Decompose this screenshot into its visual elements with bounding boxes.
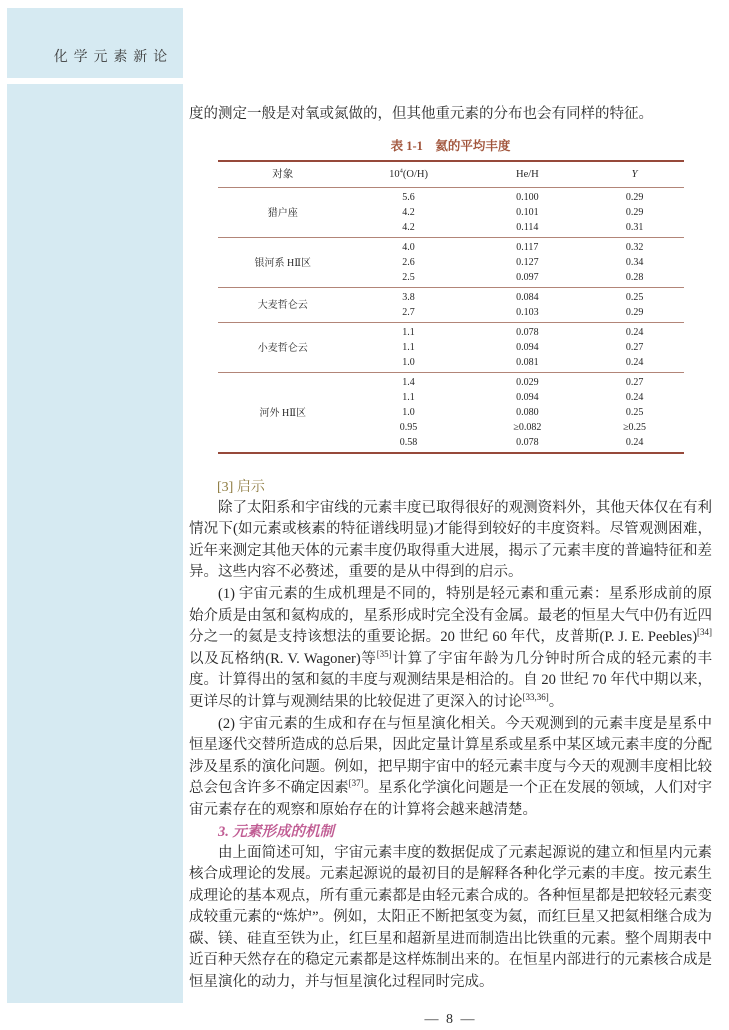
table-caption: 表 1-1 氦的平均丰度 [390,138,511,153]
value-cell: 4.2 [402,221,415,233]
value-cell: 0.24 [625,356,644,368]
insight-heading: [3] 启示 [217,479,265,495]
table-header [218,161,684,188]
value-cell: 0.58 [399,436,418,448]
value-cell: 0.094 [516,391,539,403]
citation-superscript: [34] [697,627,712,638]
table-row [218,372,684,390]
value-cell: 0.29 [625,191,644,203]
value-cell: 4.0 [402,241,415,253]
value-cell: 0.114 [516,221,539,233]
value-cell: 4.2 [402,206,415,218]
value-cell: 1.1 [402,391,415,403]
citation-superscript: 4 [399,167,403,175]
page-content [189,104,712,1030]
value-cell: 0.34 [625,256,644,268]
value-cell: 0.25 [625,291,644,303]
value-cell: 0.100 [516,191,539,203]
table-group [218,237,684,287]
value-cell: 1.0 [402,406,415,418]
object-cell: 猎户座 [267,207,298,219]
value-cell: 0.103 [516,306,539,318]
value-cell: 0.029 [516,376,539,388]
value-cell: 1.1 [402,326,415,338]
value-cell: 0.097 [516,271,539,283]
value-cell: 1.1 [402,341,415,353]
table-row [218,322,684,340]
value-cell: 0.078 [516,436,539,448]
value-cell: 2.6 [402,256,415,268]
value-cell: 0.101 [516,206,539,218]
column-header-oh: $10^4(O/H)$ [389,167,428,180]
value-cell: 0.084 [516,291,539,303]
value-cell: 0.95 [399,421,418,433]
value-cell: 3.8 [402,291,415,303]
table-header-row [218,161,684,188]
page-number: — 8 — [424,1011,477,1027]
value-cell: 1.0 [402,356,415,368]
value-cell: 0.29 [625,206,644,218]
book-title: 化学元素新论 [53,48,173,64]
table-group [218,187,684,237]
table-row [218,237,684,255]
value-cell: 0.27 [625,341,644,353]
value-cell: 0.32 [625,241,644,253]
helium-table [218,160,684,454]
sidebar-body-block [7,84,183,1003]
value-cell: 2.5 [402,271,415,283]
value-cell: 0.24 [625,436,644,448]
object-cell: 河外 HⅡ区 [259,407,306,419]
citation-superscript: [35] [376,648,392,659]
column-header-y: Y [631,168,638,180]
value-cell: 0.117 [516,241,539,253]
value-cell: 0.24 [625,391,644,403]
table-group [218,287,684,322]
table-row [218,287,684,305]
insight-paragraph-2: (2) 宇宙元素的生成和存在与恒星演化相关。今天观测到的元素丰度是星系中恒星逐代交替所造成的总后果，因此定量计算星系或星系中某区域元素丰度的分配涉及星系的演化问题。例如，把早期宇宙中的轻元素丰度与今天的观测丰度相比较总会包含许多不确定因素[37]。星系化学演化问题是一个正在发展的领域，人们对宇宙元素存在的观察和原始存在的计算将会越来越清楚。 [189,715,713,818]
insight-paragraph-intro: 除了太阳系和宇宙线的元素丰度已取得很好的观测资料外，其他天体仅在有利情况下(如元素或核素的特征谱线明显)才能得到较好的丰度资料。尽管观测困难，近年来测定其他天体的元素丰度仍取得重大进展，揭示了元素丰度的普遍特征和差异。这些内容不必赘述，重要的是从中得到的启示。 [189,499,712,581]
column-header-heh: He/H [516,168,539,180]
value-cell: 0.080 [516,406,539,418]
value-cell: 1.4 [402,376,415,388]
sidebar-header-block [7,8,183,78]
value-cell: 0.25 [625,406,644,418]
citation-superscript: [37] [348,778,364,789]
object-cell: 小麦哲仑云 [257,342,308,354]
column-header-object: 对象 [272,168,294,180]
intro-line: 度的测定一般是对氧或氮做的，但其他重元素的分布也会有同样的特征。 [189,106,653,122]
mechanism-paragraph: 由上面简述可知，宇宙元素丰度的数据促成了元素起源说的建立和恒星内元素核合成理论的发展。元素起源说的最初目的是解释各种化学元素的丰度。按元素生成理论的基本观点，所有重元素都是由轻元素合成的。各种恒星都是把较轻元素变成较重元素的“炼炉”。例如，太阳正不断把氢变为氦，而红巨星又把氦相继合成为碳、镁、硅直至铁为止，红巨星和超新星进而制造出比铁重的元素。整个周期表中近百种天然存在的稳定元素都是这样炼制出来的。在恒星内部进行的元素核合成是恒星演化的动力，并与恒星演化过程同时完成。 [189,844,712,991]
value-cell: 2.7 [402,306,415,318]
table-row [218,187,684,205]
value-cell: ≥0.25 [623,421,647,433]
value-cell: 0.27 [625,376,644,388]
citation-superscript: [33,36] [522,692,549,703]
table-group [218,322,684,372]
value-cell: 0.24 [625,326,644,338]
value-cell: 0.31 [625,221,644,233]
object-cell: 银河系 HⅡ区 [254,257,311,269]
value-cell: 0.28 [625,271,644,283]
mechanism-heading: 3. 元素形成的机制 [218,823,334,840]
object-cell: 大麦哲仑云 [257,300,308,312]
insight-paragraph-1: (1) 宇宙元素的生成机理是不同的，特别是轻元素和重元素：星系形成前的原始介质是由氢和氦构成的，星系形成时完全没有金属。最老的恒星大气中仍有近四分之一的氦是支持该想法的重要论据。20 世纪 60 年代，皮普斯(P. J. E. Peebles)[34]以及瓦格纳(R. V. Wagoner)等[35]计算了宇宙年龄为几分钟时所合成的轻元素的丰度。计算得出的氢和氦的丰度与观测结果是相洽的。自 20 世纪 70 年代中期以来，更详尽的计算与观测结果的比较促进了更深入的讨论[33,36]。 [189,585,713,710]
value-cell: 0.29 [625,306,644,318]
value-cell: 0.081 [516,356,539,368]
value-cell: 0.127 [516,256,539,268]
value-cell: ≥0.082 [513,421,542,433]
helium-table-section [189,137,712,454]
table-group [218,372,684,453]
value-cell: 5.6 [402,191,415,203]
value-cell: 0.078 [516,326,539,338]
value-cell: 0.094 [516,341,539,353]
